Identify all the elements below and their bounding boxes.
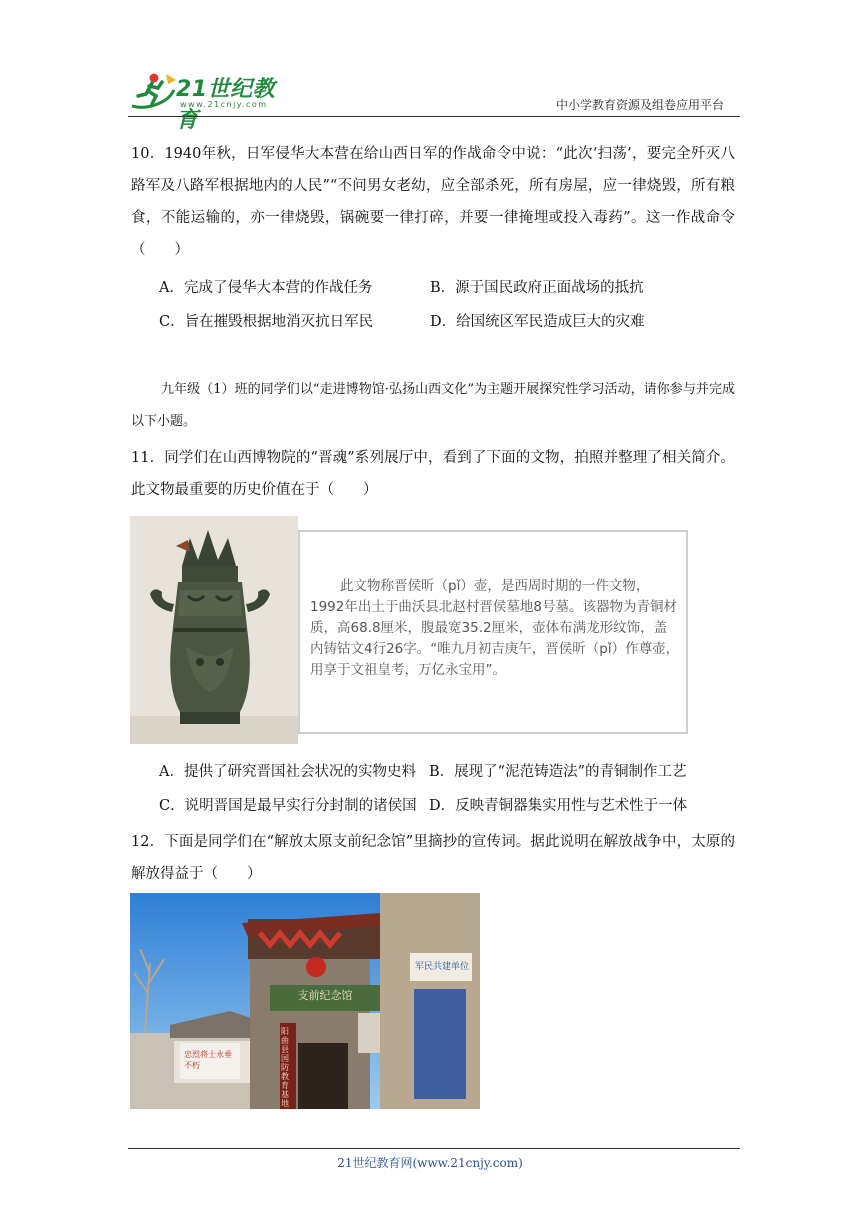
q11-option-d: D．反映青铜器集实用性与艺术性于一体 [429, 798, 688, 814]
logo-url: www.21cnjy.com [180, 100, 268, 109]
artifact-caption: 此文物称晋侯昕（pǐ）壶，是西周时期的一件文物，1992年出土于曲沃县北赵村晋侯墓地8号墓。该器物为青铜材质，高68.8厘米，腹最宽35.2厘米，壶体布满龙形纹饰，盖内铸钴文4行26字。“唯九月初吉庚午，晋侯昕（pǐ）作尊壶，用享于文祖皇考，万亿永宝用”。 [310, 578, 680, 678]
header-divider [128, 116, 740, 117]
q10-option-b: B．源于国民政府正面战场的抵抗 [430, 280, 644, 296]
site-logo [128, 70, 288, 133]
question-12-stem: 12．下面是同学们在“解放太原支前纪念馆”里摘抄的宣传词。据此说明在解放战争中，太原的解放得益于（ ） [131, 834, 735, 882]
q10-option-a: A．完成了侵华大本营的作战任务 [159, 280, 373, 296]
runner-logo-icon [128, 70, 178, 112]
photo-sign-top: 支前纪念馆 [297, 989, 353, 1002]
logo-wordmark: 21世纪教育 [176, 77, 276, 133]
platform-name: 中小学教育资源及组卷应用平台 [555, 98, 724, 112]
artifact-caption-box [298, 530, 688, 734]
q11-option-b: B．展现了“泥范铸造法”的青铜制作工艺 [429, 764, 687, 780]
footer-divider [128, 1148, 740, 1149]
photo-sign-vertical: 阳曲县国防教育基地 [281, 1027, 289, 1108]
question-10-stem: 10．1940年秋，日军侵华大本营在给山西日军的作战命令中说：“此次‘扫荡’，要完全歼灭八路军及八路军根据地内的人民”“不问男女老幼，应全部杀死，所有房屋，应一律烧毁，所有粮食，不能运输的，亦一律烧毁，锅碗要一律打碎，并要一律掩埋或投入毒药”。这一作战命令（ ） [131, 146, 735, 258]
footer-site: 21世纪教育网(www.21cnjy.com) [337, 1156, 523, 1170]
q10-option-c: C．旨在摧毁根据地消灭抗日军民 [159, 314, 374, 330]
bronze-pot-image [130, 516, 298, 744]
question-11-stem: 11．同学们在山西博物院的“晋魂”系列展厅中，看到了下面的文物，拍照并整理了相关简介。此文物最重要的历史价值在于（ ） [131, 450, 735, 498]
q10-option-d: D．给国统区军民造成巨大的灾难 [430, 314, 645, 330]
section-intro: 九年级（1）班的同学们以“走进博物馆·弘扬山西文化”为主题开展探究性学习活动，请你参与并完成以下小题。 [131, 382, 735, 429]
memorial-hall-photo [130, 893, 480, 1109]
bronze-pot-photo [130, 516, 298, 744]
photo-sign-stone: 忠烈将士永垂不朽 [184, 1050, 232, 1070]
photo-sign-right: 军民共建单位 [414, 962, 469, 972]
q11-option-a: A．提供了研究晋国社会状况的实物史料 [159, 764, 416, 780]
q11-option-c: C．说明晋国是最早实行分封制的诸侯国 [159, 798, 417, 814]
